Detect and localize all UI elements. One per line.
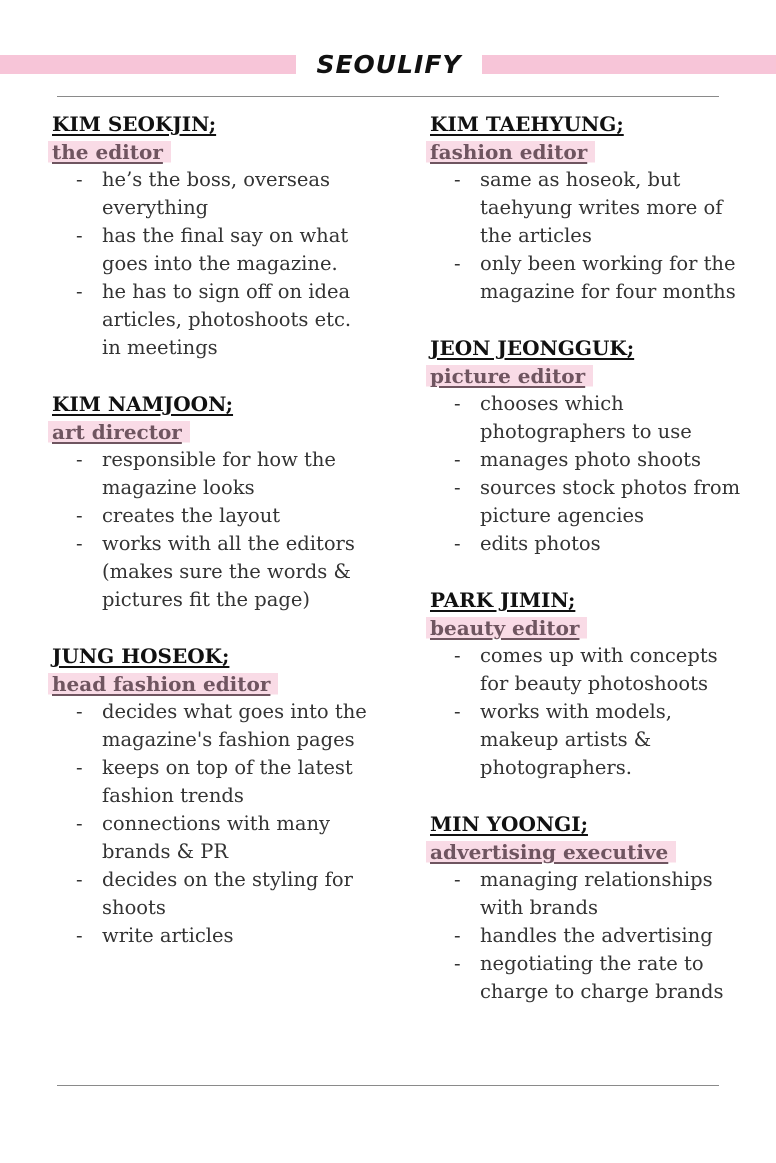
member-section — [52, 642, 372, 950]
duty-item: - keeps on top of the latest fashion trends — [102, 754, 372, 810]
duty-item: - he has to sign off on idea articles, photoshoots etc. in meetings — [102, 278, 372, 362]
member-role: fashion editor — [426, 138, 595, 166]
member-name: MIN YOONGI; — [430, 812, 588, 836]
duty-list — [430, 642, 750, 782]
duty-list — [430, 866, 750, 1006]
member-role: the editor — [48, 138, 171, 166]
member-section — [52, 390, 372, 614]
duty-list — [430, 390, 750, 558]
member-name: JUNG HOSEOK; — [52, 644, 230, 668]
duty-item: - chooses which photographers to use — [480, 390, 750, 446]
member-name: KIM NAMJOON; — [52, 392, 234, 416]
header-pink-bar-right — [482, 55, 776, 74]
duty-item: - negotiating the rate to charge to charge brands — [480, 950, 750, 1006]
member-name: KIM SEOKJIN; — [52, 112, 217, 136]
member-role: art director — [48, 418, 190, 446]
duty-list — [52, 166, 372, 362]
duty-item: - manages photo shoots — [480, 446, 750, 474]
duty-list — [52, 698, 372, 950]
left-column — [52, 110, 372, 950]
page-title: SEOULIFY — [316, 50, 462, 79]
duty-item: - has the final say on what goes into the magazine. — [102, 222, 372, 278]
duty-item: - same as hoseok, but taehyung writes more of the articles — [480, 166, 750, 250]
duty-item: - decides on the styling for shoots — [102, 866, 372, 922]
top-divider — [57, 96, 719, 97]
duty-item: - connections with many brands & PR — [102, 810, 372, 866]
duty-item: - edits photos — [480, 530, 750, 558]
member-section — [430, 810, 750, 1006]
duty-item: - creates the layout — [102, 502, 372, 530]
duty-item: - sources stock photos from picture agencies — [480, 474, 750, 530]
member-role: picture editor — [426, 362, 593, 390]
member-name: KIM TAEHYUNG; — [430, 112, 624, 136]
member-section — [430, 110, 750, 306]
member-role: advertising executive — [426, 838, 676, 866]
duty-list — [430, 166, 750, 306]
duty-item: - handles the advertising — [480, 922, 750, 950]
header-pink-bar-left — [0, 55, 296, 74]
duty-list — [52, 446, 372, 614]
member-role: head fashion editor — [48, 670, 278, 698]
duty-item: - he’s the boss, overseas everything — [102, 166, 372, 222]
member-name: PARK JIMIN; — [430, 588, 576, 612]
member-section — [430, 334, 750, 558]
duty-item: - works with all the editors (makes sure the words & pictures fit the page) — [102, 530, 372, 614]
member-section — [430, 586, 750, 782]
duty-item: - only been working for the magazine for four months — [480, 250, 750, 306]
duty-item: - decides what goes into the magazine's fashion pages — [102, 698, 372, 754]
duty-item: - managing relationships with brands — [480, 866, 750, 922]
duty-item: - responsible for how the magazine looks — [102, 446, 372, 502]
member-role: beauty editor — [426, 614, 587, 642]
duty-item: - write articles — [102, 922, 372, 950]
member-name: JEON JEONGGUK; — [430, 336, 635, 360]
duty-item: - works with models, makeup artists & photographers. — [480, 698, 750, 782]
page-header — [0, 48, 776, 82]
duty-item: - comes up with concepts for beauty photoshoots — [480, 642, 750, 698]
member-section — [52, 110, 372, 362]
bottom-divider — [57, 1085, 719, 1086]
right-column — [430, 110, 750, 1006]
